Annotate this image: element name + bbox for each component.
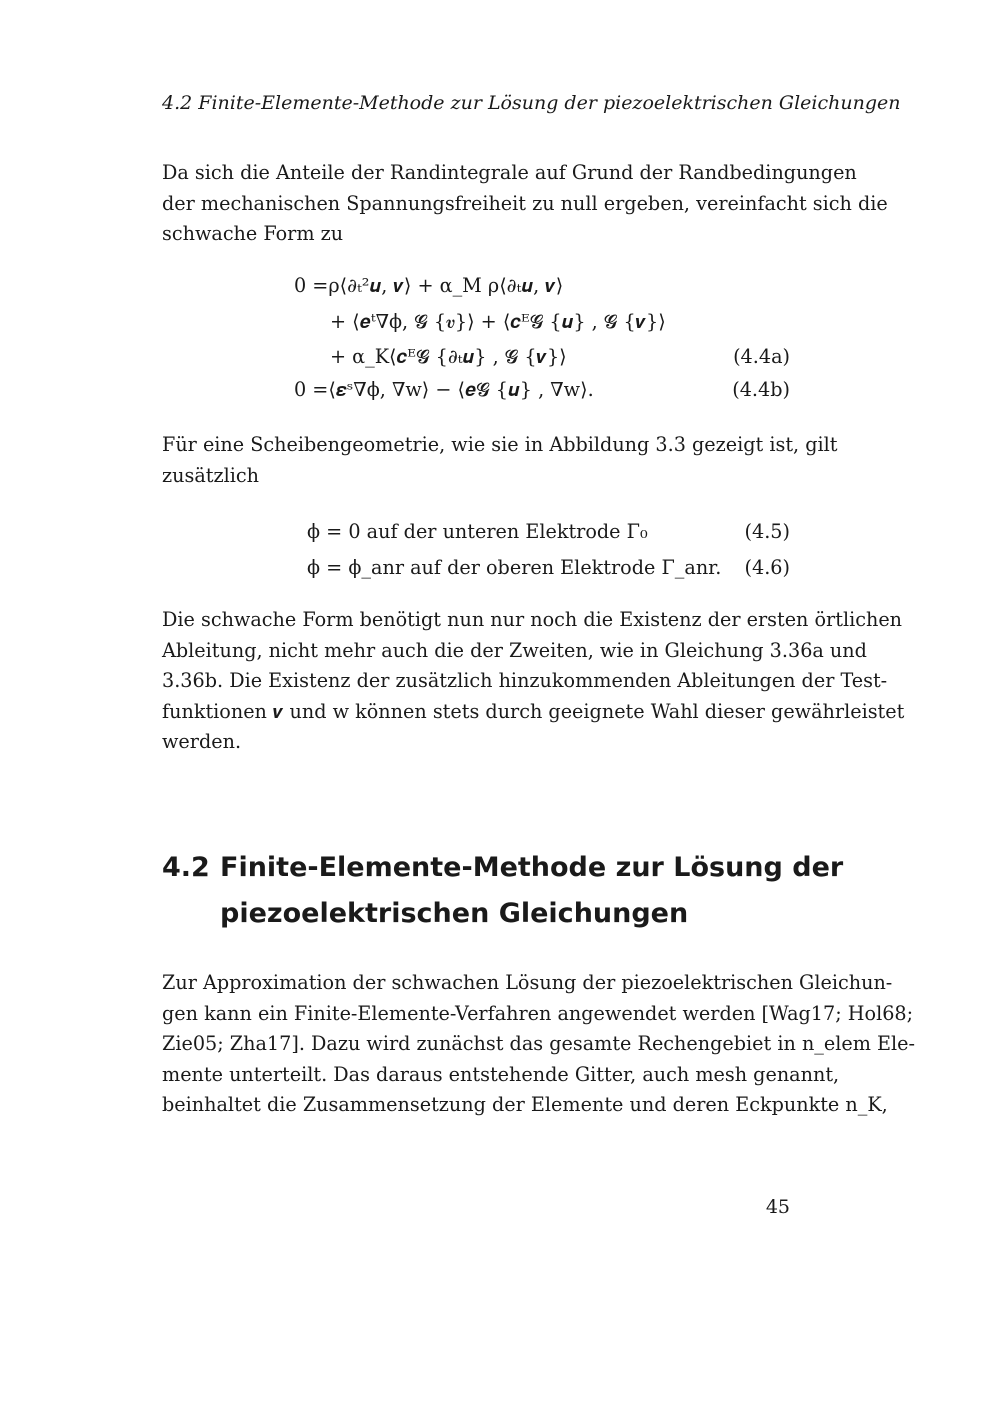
paragraph-line: gen kann ein Finite-Elemente-Verfahren angewendet werden [Wag17; Hol68; (162, 1001, 914, 1025)
equation-text: + α_K⟨𝒄ᴱ𝓖 {∂ₜ𝒖} , 𝓖 {𝒗}⟩ (330, 345, 567, 368)
equation-row (162, 341, 790, 373)
section-title-line: piezoelektrischen Gleichungen (220, 898, 689, 929)
equation-row (162, 374, 790, 406)
equation-row (162, 552, 790, 584)
equation-text: 0 =ρ⟨∂ₜ²𝒖, 𝒗⟩ + α_M ρ⟨∂ₜ𝒖, 𝒗⟩ (294, 274, 564, 297)
page-number: 45 (765, 1196, 790, 1218)
paragraph-line: Die schwache Form benötigt nun nur noch die Existenz der ersten örtlichen (162, 608, 903, 631)
equation-number: (4.4a) (733, 345, 790, 368)
equation-number: (4.4b) (732, 378, 790, 401)
paragraph-line: der mechanischen Spannungsfreiheit zu null ergeben, vereinfacht sich die (162, 191, 888, 215)
equation-row (162, 306, 790, 338)
paragraph-line: Für eine Scheibengeometrie, wie sie in Abbildung 3.3 gezeigt ist, gilt (162, 433, 838, 456)
equation-text: ϕ = ϕ_anr auf der oberen Elektrode Γ_anr. (307, 556, 722, 579)
running-head: 4.2 Finite-Elemente-Methode zur Lösung der piezoelektrischen Gleichungen (162, 92, 901, 114)
equation-number: (4.6) (744, 556, 790, 579)
section-number: 4.2 (162, 852, 210, 883)
equation-text: + ⟨𝒆ᵗ∇ϕ, 𝓖 {𝒗}⟩ + ⟨𝒄ᴱ𝓖 {𝒖} , 𝓖 {𝒗}⟩ (330, 310, 666, 333)
paragraph-line: 3.36b. Die Existenz der zusätzlich hinzukommenden Ableitungen der Test- (162, 669, 888, 692)
paragraph-line: schwache Form zu (162, 222, 344, 245)
section-title-line: Finite-Elemente-Methode zur Lösung der (220, 852, 844, 883)
paragraph-line: mente unterteilt. Das daraus entstehende Gitter, auch mesh genannt, (162, 1062, 840, 1086)
equation-number: (4.5) (744, 520, 790, 543)
section-title-text (220, 845, 844, 937)
equation-row (162, 516, 790, 548)
paragraph-line: Da sich die Anteile der Randintegrale auf Grund der Randbedingungen (162, 161, 857, 184)
paragraph-line: Zur Approximation der schwachen Lösung der piezoelektrischen Gleichun- (162, 971, 893, 994)
paragraph-line: Zie05; Zha17]. Dazu wird zunächst das gesamte Rechengebiet in n_elem Ele- (162, 1032, 916, 1055)
paragraph-approximation (162, 968, 916, 1121)
paragraph-line: funktionen 𝒗 und w können stets durch geeignete Wahl dieser gewährleistet (162, 699, 905, 723)
paragraph-line: werden. (162, 730, 242, 753)
equation-text: ϕ = 0 auf der unteren Elektrode Γ₀ (307, 520, 648, 543)
paragraph-line: Ableitung, nicht mehr auch die der Zweiten, wie in Gleichung 3.36a und (162, 638, 867, 662)
equation-text: 0 =⟨𝜺ˢ∇ϕ, ∇w⟩ − ⟨𝒆𝓖 {𝒖} , ∇w⟩. (294, 378, 594, 401)
paragraph-schwache-form (162, 605, 905, 758)
paragraph-line: beinhaltet die Zusammensetzung der Elemente und deren Eckpunkte n_K, (162, 1093, 888, 1116)
paragraph-scheibe (162, 430, 838, 491)
paragraph-intro (162, 158, 888, 250)
equation-row (162, 270, 790, 302)
paragraph-line: zusätzlich (162, 463, 259, 487)
